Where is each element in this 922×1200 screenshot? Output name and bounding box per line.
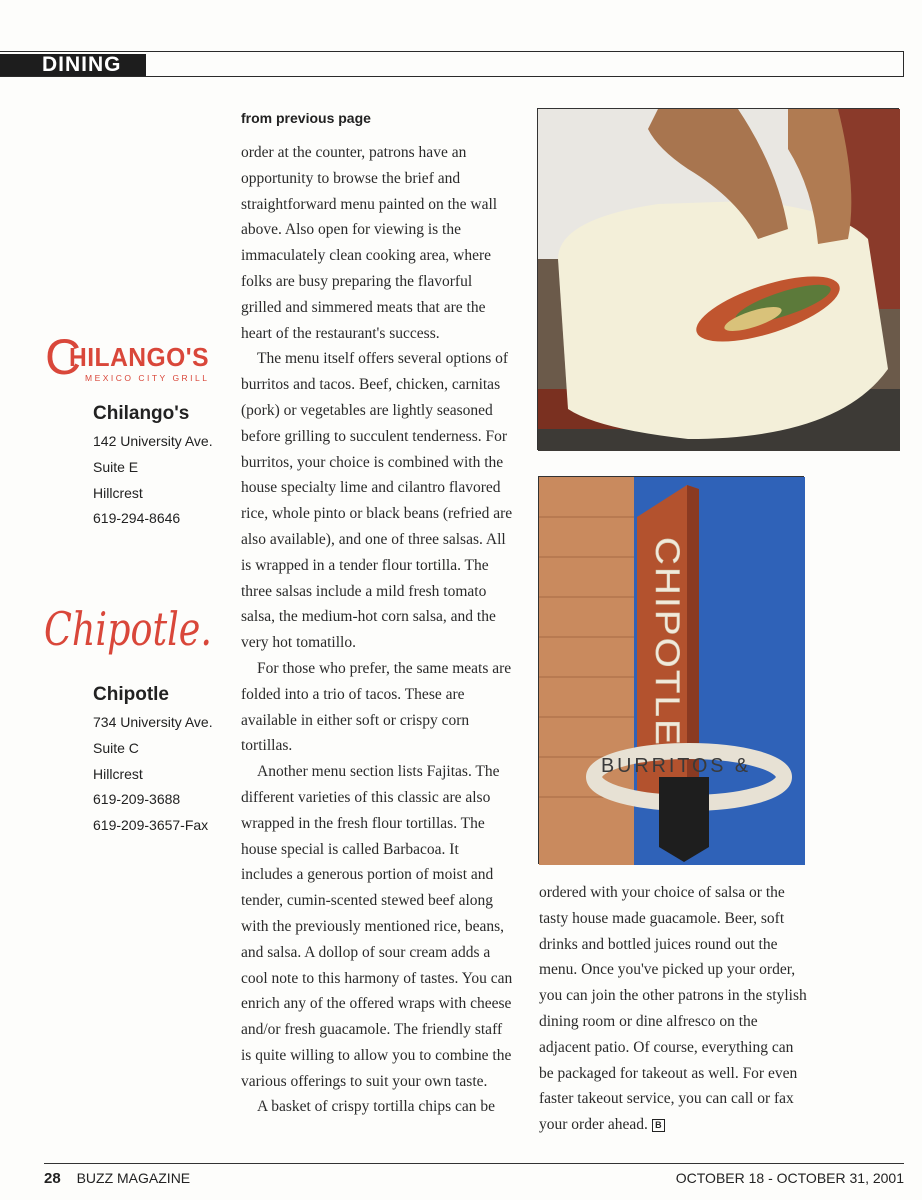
venue-chipotle [93,683,213,839]
venue-phone: 619-294-8646 [93,510,181,527]
logo-wordmark: HILANGO'S [69,342,209,372]
venue-fax: 619-209-3657-Fax [93,817,209,834]
paragraph: Another menu section lists Fajitas. The different varieties of this classic are also wrapped in the fresh flour tortillas. The house special is called Barbacoa. It includes a generous portion of moist and tender, cumin-scented stewed beef along with the previously mentioned rice, beans, and salsa. A dollop of sour cream adds a cool note to this harmony of tastes. You can enrich any of the offered wraps with cheese and/or fresh guacamole. The friendly staff is quite willing to allow you to combine the various offerings to suit your own taste. [241,763,513,1090]
paragraph: The menu itself offers several options of burritos and tacos. Beef, chicken, carnitas (pork) or vegetables are lightly seasoned before grilling to succulent tenderness. For burritos, your choice is combined with the house specialty lime and cilantro flavored rice, whole pinto or black beans (refried are also available), and one of three salsas. All is wrapped in a tender flour tortilla. The three salsas include a mild fresh tomato salsa, the medium-hot corn salsa, and the very hot tomatillo. [241,350,513,652]
venue-address: 734 University Ave. [93,714,213,730]
venue-address: 142 University Ave. [93,433,213,449]
venue-phone: 619-209-3688 [93,791,181,808]
logo-tagline: MEXICO CITY GRILL [85,373,209,383]
venue-suite: Suite C [93,739,139,756]
magazine-name: BUZZ MAGAZINE [76,1170,191,1186]
footer-left [44,1170,190,1187]
sign-ring-text: BURRITOS & [601,755,751,777]
article-column-1 [241,140,513,1120]
paragraph-text: ordered with your choice of salsa or the tasty house made guacamole. Beer, soft drinks and bottled juices round out the menu. Once you've picked up your order, you can join the other patrons in the stylish dining room or dine alfresco on the adjacent patio. Of course, everything can be packaged for takeout as well. For even faster takeout service, you can call or fax your order ahead. [539,884,807,1134]
venue-name: Chilango's [93,403,190,424]
venue-area: Hillcrest [93,484,143,501]
footer-rule [44,1163,904,1164]
logo-wordmark: Chipotle. [44,602,212,656]
venue-name: Chipotle [93,684,169,705]
paragraph: order at the counter, patrons have an opportunity to browse the brief and straightforward menu painted on the wall above. Also open for viewing is the immaculately clean cooking area, where folks are busy preparing the flavorful grilled and simmered meats that are the heart of the restaurant's success. [241,144,498,342]
article-column-2 [539,880,811,1138]
burrito-illustration [538,109,900,451]
sign-vertical-text: CHIPOTLE [648,537,686,724]
burrito-photo [537,108,899,450]
venue-area: Hillcrest [93,765,143,782]
paragraph: A basket of crispy tortilla chips can be [257,1098,496,1116]
venue-suite: Suite E [93,458,139,475]
continued-label: from previous page [241,110,371,126]
end-mark: B [652,1119,665,1132]
chipotle-sign-photo [538,476,804,864]
paragraph: For those who prefer, the same meats are folded into a trio of tacos. These are available in either soft or crispy corn tortillas. [241,659,512,755]
sign-illustration [539,477,805,865]
page-number: 28 [44,1170,61,1187]
chipotle-logo [44,595,219,665]
venue-chilangos [93,402,213,532]
issue-dates: OCTOBER 18 - OCTOBER 31, 2001 [675,1170,904,1186]
chilangos-logo [45,330,215,386]
logo-initial: C [45,329,82,385]
paragraph [539,880,811,1138]
section-header [0,51,904,77]
section-tag: DINING [0,54,146,76]
